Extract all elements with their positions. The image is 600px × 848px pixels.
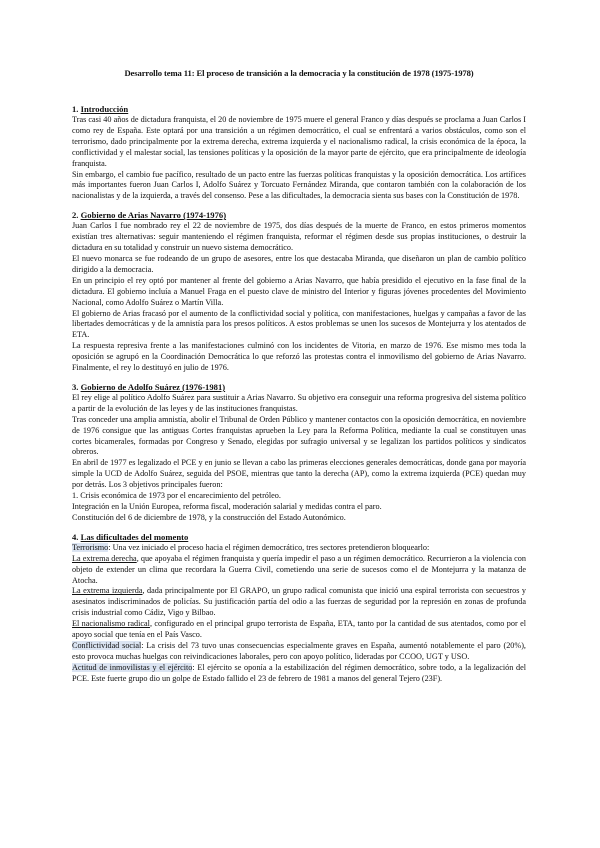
list-item xyxy=(72,663,526,685)
paragraph: En abril de 1977 es legalizado el PCE y en junio se llevan a cabo las primeras elecciones generales democráticas, donde gana por mayoría simple la UCD de Adolfo Suárez, seguida del PSOE, mientras que tanto la derecha (AP), como la extrema izquierda (PCE) quedan muy por detrás. Los 3 objetivos principales fueron: xyxy=(72,458,526,490)
list-item xyxy=(72,641,526,663)
section-adolfo-suarez xyxy=(72,382,526,524)
section-label: Gobierno de Adolfo Suárez (1976-1981) xyxy=(80,381,226,392)
item-key: La extrema derecha xyxy=(72,553,137,563)
section-label: Gobierno de Arias Navarro (1974-1976) xyxy=(80,210,227,221)
list-item xyxy=(72,619,526,641)
paragraph: Tras casi 40 años de dictadura franquista, el 20 de noviembre de 1975 muere el general Franco y días después se proclama a Juan Carlos I como rey de España. Este optará por una transición a un régimen democrático, el cual se enfrentará a varios obstáculos, como son el terrorismo, dado principalmente por la extrema derecha, extrema izquierda y el nacionalismo radical, la crisis económica de la época, la conflictividad y el malestar social, las tensiones políticas y la oposición de la mayor parte de ejército, que era principalmente de ideología franquista. xyxy=(72,115,526,168)
section-dificultades xyxy=(72,532,526,685)
section-heading xyxy=(72,210,526,221)
item-text: : El ejército se oponía a la estabilización del régimen democrático, sobre todo, a la legalización del PCE. Este fuerte grupo dio un golpe de Estado fallido el 23 de febrero de 1981 a manos del general Tejero (23F). xyxy=(72,662,526,683)
item-text: , configurado en el principal grupo terrorista de España, ETA, tanto por la cantidad de sus atentados, como por el apoyo social que tenía en el País Vasco. xyxy=(72,619,526,640)
paragraph: La respuesta represiva frente a las manifestaciones culminó con los incidentes de Vitoria, en marzo de 1976. Ese mismo mes toda la oposición se agrupó en la Coordinación Democrática lo que reforzó las protestas contra el inmovilismo del gobierno de Arias Navarro. Finalmente, el rey lo destituyó en julio de 1976. xyxy=(72,341,526,373)
document-page xyxy=(72,68,526,693)
item-text: : Una vez iniciado el proceso hacia el régimen democrático, tres sectores pretendieron bloquearlo: xyxy=(108,542,430,552)
list-item xyxy=(72,586,526,619)
section-label: Introducción xyxy=(80,104,129,114)
section-number: 3. xyxy=(72,381,79,392)
section-arias-navarro xyxy=(72,210,526,374)
paragraph: El rey elige al político Adolfo Suárez para sustituir a Arias Navarro. Su objetivo era conseguir una reforma progresiva del sistema político a partir de la evolución de las leyes y de las instituciones franquistas. xyxy=(72,392,526,413)
paragraph: El nuevo monarca se fue rodeando de un grupo de asesores, entre los que destacaba Miranda, que diseñaron un plan de cambio político dirigido a la democracia. xyxy=(72,253,526,274)
section-introduccion xyxy=(72,104,526,202)
item-key: Conflictividad social xyxy=(72,640,142,650)
item-text: , dada principalmente por El GRAPO, un grupo radical comunista que inició una espiral terrorista con secuestros y asesinatos indiscriminados de policías. Su justificación partía del odio a las fuerzas de seguridad por la represión en zonas de profunda crisis industrial como Cádiz, Vigo y Bilbao. xyxy=(72,586,526,618)
section-number: 2. xyxy=(72,210,79,221)
paragraph: En un principio el rey optó por mantener al frente del gobierno a Arias Navarro, que había presidido el ejecutivo en la fase final de la dictadura. El gobierno incluía a Manuel Fraga en el puesto clave de ministro del Interior y figuras jóvenes procedentes del Movimiento Nacional, como Adolfo Suárez o Martín Villa. xyxy=(72,275,526,307)
item-key: Actitud de inmovilistas y el ejército xyxy=(72,662,193,672)
section-label: Las dificultades del momento xyxy=(80,531,189,542)
list-item xyxy=(72,543,526,554)
item-text: , que apoyaba el régimen franquista y quería impedir el paso a un régimen democrático. Recurrieron a la violencia con objeto de extender un clima que recordara la Guerra Civil, cometiendo una serie de sucesos como el de Montejurra y la matanza de Atocha. xyxy=(72,553,526,585)
paragraph: Sin embargo, el cambio fue pacífico, resultado de un pacto entre las fuerzas políticas franquistas y la oposición democrática. Los artífices más importantes fueron Juan Carlos I, Adolfo Suárez y Torcuato Fernández Miranda, que contaron también con la colaboración de los nacionalistas y de la izquierda, a través del consenso. Pese a las dificultades, la democracia sienta sus bases con la Constitución de 1978. xyxy=(72,169,526,201)
list-item: Constitución del 6 de diciembre de 1978, y la construcción del Estado Autonómico. xyxy=(72,512,346,522)
section-heading xyxy=(72,532,526,543)
list-item: 1. Crisis económica de 1973 por el encarecimiento del petróleo. xyxy=(72,491,281,501)
list-item: Integración en la Unión Europea, reforma fiscal, moderación salarial y medidas contra el paro. xyxy=(72,502,382,511)
document-title: Desarrollo tema 11: El proceso de transición a la democracia y la constitución de 1978 (1975-1978) xyxy=(124,68,474,78)
item-key: Terrorismo xyxy=(72,542,109,552)
item-key: La extrema izquierda xyxy=(72,586,143,596)
paragraph: El gobierno de Arias fracasó por el aumento de la conflictividad social y política, con manifestaciones, huelgas y campañas a favor de las libertades democráticas y de la amnistía para los presos políticos. A estos problemas se unen los sucesos de Montejurra y los atentados de ETA. xyxy=(72,308,526,340)
item-key: El nacionalismo radical xyxy=(72,619,150,629)
section-heading xyxy=(72,104,526,115)
item-text: : La crisis del 73 tuvo unas consecuencias especialmente graves en España, aumentó notablemente el paro (20%), esto provoca muchas huelgas con reivindicaciones laborales, pero con apoyo político, lideradas por CCOO, UGT y USO. xyxy=(72,640,526,661)
section-number: 1. xyxy=(72,104,79,114)
section-heading xyxy=(72,382,526,393)
section-number: 4. xyxy=(72,531,79,542)
paragraph: Tras conceder una amplia amnistía, abolir el Tribunal de Orden Público y mantener contactos con la oposición democrática, en noviembre de 1976 consigue que las antiguas Cortes franquistas aprueben la Ley para la Reforma Política, mediante la cual se constituyen unas cortes bicamerales, formadas por Congreso y Senado, elegidas por sufragio universal y se legalizan los partidos políticos y sindicatos obreros. xyxy=(72,414,526,457)
list-item xyxy=(72,554,526,587)
paragraph: Juan Carlos I fue nombrado rey el 22 de noviembre de 1975, dos días después de la muerte de Franco, en estos primeros momentos existían tres alternativas: seguir manteniendo el régimen franquista, reformar el régimen desde sus propias instituciones, o destruir la dictadura en su totalidad y construir un nuevo sistema democrático. xyxy=(72,221,526,253)
